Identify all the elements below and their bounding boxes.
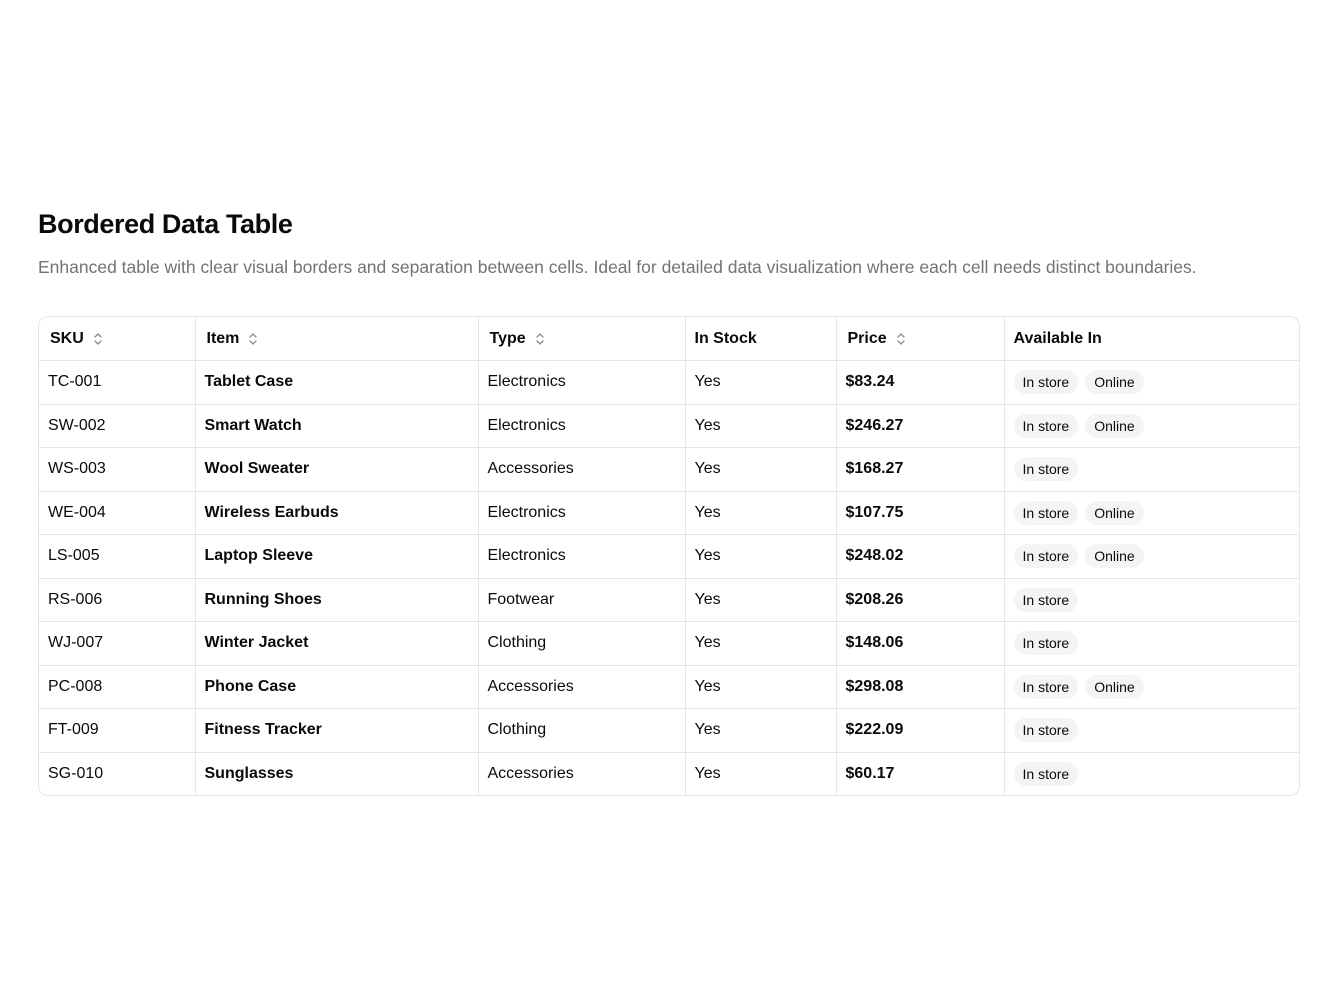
cell-available-in	[1004, 709, 1299, 753]
column-header-sku[interactable]	[39, 317, 195, 361]
cell-type: Electronics	[478, 361, 685, 405]
sort-button-type[interactable]	[488, 330, 545, 348]
cell-in-stock: Yes	[685, 622, 836, 666]
column-header-price[interactable]	[836, 317, 1004, 361]
table-row	[39, 361, 1299, 405]
availability-badge: In store	[1014, 501, 1079, 525]
table-row	[39, 448, 1299, 492]
availability-badge: In store	[1014, 370, 1079, 394]
cell-available-in	[1004, 491, 1299, 535]
cell-item: Sunglasses	[195, 752, 478, 795]
sort-button-sku[interactable]	[48, 330, 103, 348]
cell-price: $60.17	[836, 752, 1004, 795]
column-label: In Stock	[694, 329, 757, 347]
column-label: Available In	[1013, 329, 1102, 347]
table-row	[39, 622, 1299, 666]
cell-in-stock: Yes	[685, 709, 836, 753]
cell-type: Accessories	[478, 752, 685, 795]
availability-badge: In store	[1014, 544, 1079, 568]
cell-type: Clothing	[478, 709, 685, 753]
cell-available-in	[1004, 404, 1299, 448]
page-title: Bordered Data Table	[38, 209, 293, 239]
cell-in-stock: Yes	[685, 535, 836, 579]
cell-in-stock: Yes	[685, 404, 836, 448]
table-row	[39, 709, 1299, 753]
cell-price: $208.26	[836, 578, 1004, 622]
cell-in-stock: Yes	[685, 752, 836, 795]
cell-in-stock: Yes	[685, 491, 836, 535]
availability-badge: In store	[1014, 762, 1079, 786]
cell-item: Running Shoes	[195, 578, 478, 622]
column-header-in-stock	[685, 317, 836, 361]
table-row	[39, 578, 1299, 622]
cell-in-stock: Yes	[685, 361, 836, 405]
cell-item: Wireless Earbuds	[195, 491, 478, 535]
cell-price: $107.75	[836, 491, 1004, 535]
sort-button-item[interactable]	[205, 330, 259, 348]
cell-price: $168.27	[836, 448, 1004, 492]
cell-price: $248.02	[836, 535, 1004, 579]
cell-in-stock: Yes	[685, 448, 836, 492]
availability-badge: In store	[1014, 718, 1079, 742]
sort-chevrons-icon	[535, 332, 545, 346]
cell-price: $83.24	[836, 361, 1004, 405]
table-row	[39, 665, 1299, 709]
cell-available-in	[1004, 448, 1299, 492]
availability-badge: In store	[1014, 457, 1079, 481]
availability-badge: In store	[1014, 588, 1079, 612]
column-header-type[interactable]	[478, 317, 685, 361]
cell-sku: FT-009	[39, 709, 195, 753]
column-label: Item	[206, 329, 240, 347]
cell-price: $246.27	[836, 404, 1004, 448]
column-label: Price	[847, 329, 887, 347]
cell-type: Clothing	[478, 622, 685, 666]
cell-type: Footwear	[478, 578, 685, 622]
cell-price: $222.09	[836, 709, 1004, 753]
availability-badge: Online	[1085, 501, 1143, 525]
column-header-item[interactable]	[195, 317, 478, 361]
cell-type: Electronics	[478, 404, 685, 448]
cell-in-stock: Yes	[685, 578, 836, 622]
sort-chevrons-icon	[93, 332, 103, 346]
availability-badge: In store	[1014, 675, 1079, 699]
availability-badge: Online	[1085, 370, 1143, 394]
cell-sku: WS-003	[39, 448, 195, 492]
availability-badge: In store	[1014, 631, 1079, 655]
page-description: Enhanced table with clear visual borders and separation between cells. Ideal for detailed data visualization where each cell needs distinct boundaries.	[38, 257, 1197, 277]
cell-item: Smart Watch	[195, 404, 478, 448]
availability-badge: Online	[1085, 675, 1143, 699]
cell-available-in	[1004, 578, 1299, 622]
cell-item: Wool Sweater	[195, 448, 478, 492]
bordered-table-section	[38, 208, 1300, 796]
table-header-row	[39, 317, 1299, 361]
table-row	[39, 404, 1299, 448]
table-row	[39, 535, 1299, 579]
column-label: SKU	[50, 329, 84, 347]
availability-badge: Online	[1085, 544, 1143, 568]
cell-sku: LS-005	[39, 535, 195, 579]
cell-type: Accessories	[478, 448, 685, 492]
sort-chevrons-icon	[896, 332, 906, 346]
cell-price: $298.08	[836, 665, 1004, 709]
cell-sku: WE-004	[39, 491, 195, 535]
cell-sku: PC-008	[39, 665, 195, 709]
cell-type: Accessories	[478, 665, 685, 709]
column-header-available-in	[1004, 317, 1299, 361]
cell-item: Laptop Sleeve	[195, 535, 478, 579]
sort-button-price[interactable]	[846, 330, 906, 348]
cell-item: Tablet Case	[195, 361, 478, 405]
cell-available-in	[1004, 361, 1299, 405]
cell-item: Phone Case	[195, 665, 478, 709]
column-label: Type	[489, 329, 526, 347]
cell-available-in	[1004, 665, 1299, 709]
table-row	[39, 752, 1299, 795]
cell-item: Fitness Tracker	[195, 709, 478, 753]
cell-type: Electronics	[478, 535, 685, 579]
cell-sku: SG-010	[39, 752, 195, 795]
availability-badge: In store	[1014, 414, 1079, 438]
cell-type: Electronics	[478, 491, 685, 535]
sort-chevrons-icon	[248, 332, 258, 346]
cell-sku: WJ-007	[39, 622, 195, 666]
cell-available-in	[1004, 535, 1299, 579]
cell-available-in	[1004, 622, 1299, 666]
table-row	[39, 491, 1299, 535]
cell-available-in	[1004, 752, 1299, 795]
data-table	[38, 316, 1300, 796]
cell-price: $148.06	[836, 622, 1004, 666]
cell-in-stock: Yes	[685, 665, 836, 709]
cell-sku: RS-006	[39, 578, 195, 622]
cell-item: Winter Jacket	[195, 622, 478, 666]
cell-sku: TC-001	[39, 361, 195, 405]
availability-badge: Online	[1085, 414, 1143, 438]
cell-sku: SW-002	[39, 404, 195, 448]
